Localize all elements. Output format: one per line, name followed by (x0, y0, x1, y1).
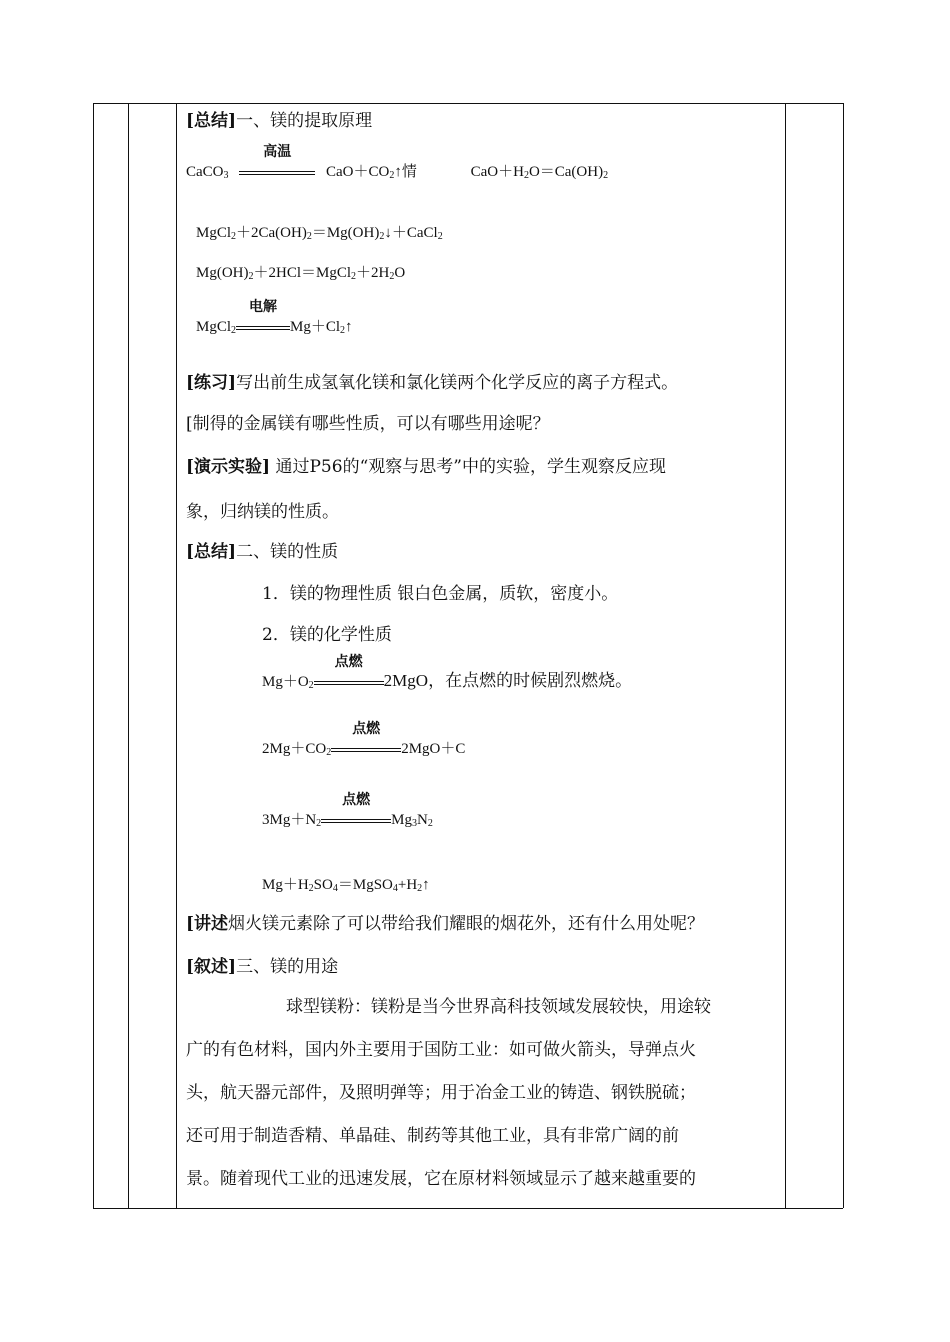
col-border-5 (843, 103, 844, 1208)
eq-text: Mg＋H (262, 877, 309, 893)
eq-sub: 2 (248, 271, 254, 282)
condition-arrow (321, 792, 391, 832)
condition-label: 高温 (263, 144, 292, 160)
equation-mgoh2-hcl (196, 261, 405, 285)
usage-text: 还可用于制造香精、单晶硅、制药等其他工业，具有非常广阔的前 (186, 1126, 679, 1146)
narrate-tag: [叙述] (186, 957, 237, 977)
eq-text: MgCl (196, 319, 232, 335)
demo-text-2: 象，归纳镁的性质。 (186, 502, 339, 522)
reaction-mg-h2so4 (262, 873, 430, 897)
eq-text: Mg (391, 812, 413, 828)
eq-sub: 2 (603, 170, 609, 181)
usage-text: 球型镁粉：镁粉是当今世界高科技领域发展较快，用途较 (286, 997, 711, 1017)
eq-text: ＝MgSO (337, 877, 393, 893)
equation-mgcl2-caoh2 (196, 221, 443, 245)
chemical-properties-text: 2．镁的化学性质 (262, 625, 392, 645)
practice-line (186, 371, 678, 395)
eq-text: 2MgO＋C (401, 741, 466, 757)
lecture-text: 烟火镁元素除了可以带给我们耀眼的烟花外，还有什么用处呢？ (228, 914, 705, 934)
eq-text: CaCO (186, 164, 224, 180)
table-bottom-border (93, 1208, 843, 1209)
eq-sub: 2 (523, 170, 529, 181)
reaction-mg-co2 (262, 721, 466, 761)
eq-sub: 2 (308, 680, 314, 691)
summary-properties (186, 540, 338, 564)
condition-label: 点燃 (334, 654, 363, 670)
eq-text: MgCl (196, 225, 232, 241)
equation-caco3 (186, 144, 609, 184)
eq-text: 2MgO，在点燃的时候剧烈燃烧。 (383, 671, 633, 690)
eq-sub: 2 (306, 231, 312, 242)
demo-text: 通过P56的“观察与思考”中的实验，学生观察反应现 (270, 457, 666, 477)
physical-properties (262, 582, 618, 606)
usage-line-5 (186, 1167, 696, 1191)
usage-line-4 (186, 1124, 679, 1148)
question-line (186, 412, 550, 436)
usage-line-1 (286, 995, 711, 1019)
eq-text: +H (397, 877, 418, 893)
eq-sub: 2 (351, 271, 357, 282)
eq-sub: 2 (340, 325, 346, 336)
eq-text: ＝Mg(OH) (311, 225, 380, 241)
summary-text: 一、镁的提取原理 (236, 111, 373, 131)
eq-sub: 2 (427, 818, 433, 829)
lecture-tag: [讲述 (186, 914, 229, 934)
eq-sub: 2 (437, 231, 443, 242)
demo-tag: [演示实验] (186, 457, 271, 477)
narrate-line (186, 955, 338, 979)
eq-text: CaO＋H (470, 164, 524, 180)
col-border-1 (93, 103, 94, 1208)
eq-text: ↑ (345, 319, 353, 335)
eq-sub: 2 (417, 883, 423, 894)
reaction-mg-o2 (262, 654, 633, 694)
eq-text: 2Mg＋CO (262, 741, 327, 757)
eq-text: ＋2Ca(OH) (236, 225, 307, 241)
usage-line-2 (186, 1038, 696, 1062)
usage-text: 广的有色材料，国内外主要用于国防工业：如可做火箭头，导弹点火 (186, 1040, 696, 1060)
summary-text: 二、镁的性质 (236, 542, 339, 562)
eq-text: ＋2HCl＝MgCl (253, 265, 352, 281)
usage-line-3 (186, 1081, 696, 1105)
condition-arrow (331, 721, 401, 761)
eq-sub: 2 (231, 325, 237, 336)
condition-label: 电解 (249, 299, 278, 315)
col-border-3 (176, 103, 177, 1208)
eq-text: Mg＋O (262, 674, 309, 690)
lecture-line (186, 912, 704, 936)
demo-line-2 (186, 500, 339, 524)
eq-text: Mg＋Cl (290, 319, 341, 335)
eq-sub: 2 (326, 747, 332, 758)
eq-text: ↑情 (394, 164, 417, 180)
summary-extraction (186, 109, 372, 133)
eq-text: CaO＋CO (322, 164, 390, 180)
eq-sub: 2 (308, 883, 314, 894)
condition-label: 点燃 (352, 721, 381, 737)
practice-tag: [练习] (186, 373, 237, 393)
narrate-text: 三、镁的用途 (236, 957, 339, 977)
reaction-mg-n2 (262, 792, 433, 832)
eq-text: O＝Ca(OH) (528, 164, 604, 180)
chemical-properties (262, 623, 392, 647)
eq-sub: 4 (392, 883, 398, 894)
usage-text: 头，航天器元部件，及照明弹等；用于冶金工业的铸造、钢铁脱硫； (186, 1083, 696, 1103)
condition-arrow (236, 299, 290, 339)
eq-text: ↑ (422, 877, 430, 893)
eq-text: N (417, 812, 428, 828)
eq-text: 3Mg＋N (262, 812, 317, 828)
eq-sub: 4 (332, 883, 338, 894)
eq-text: O (394, 265, 406, 281)
eq-text: Mg(OH) (196, 265, 249, 281)
usage-text: 景。随着现代工业的迅速发展，它在原材料领域显示了越来越重要的 (186, 1169, 696, 1189)
table-top-border (93, 103, 843, 104)
condition-arrow (236, 144, 318, 184)
col-border-2 (128, 103, 129, 1208)
condition-arrow (314, 654, 384, 694)
eq-sub: 2 (231, 231, 237, 242)
summary-tag: [总结] (186, 542, 237, 562)
eq-sub: 2 (389, 170, 395, 181)
eq-text: ↓＋CaCl (384, 225, 438, 241)
eq-sub: 2 (389, 271, 395, 282)
practice-text: 写出前生成氢氧化镁和氯化镁两个化学反应的离子方程式。 (236, 373, 679, 393)
eq-text: ＋2H (356, 265, 390, 281)
eq-sub: 3 (412, 818, 418, 829)
demo-line (186, 455, 666, 479)
eq-sub: 3 (223, 170, 229, 181)
condition-label: 点燃 (342, 792, 371, 808)
equation-electrolysis (196, 299, 353, 339)
question-text: [制得的金属镁有哪些性质，可以有哪些用途呢？ (186, 414, 550, 434)
col-border-4 (785, 103, 786, 1208)
summary-tag: [总结] (186, 111, 237, 131)
physical-properties-text: 1．镁的物理性质 银白色金属，质软，密度小。 (262, 584, 619, 604)
eq-sub: 2 (379, 231, 385, 242)
eq-sub: 2 (316, 818, 322, 829)
eq-text: SO (313, 877, 333, 893)
